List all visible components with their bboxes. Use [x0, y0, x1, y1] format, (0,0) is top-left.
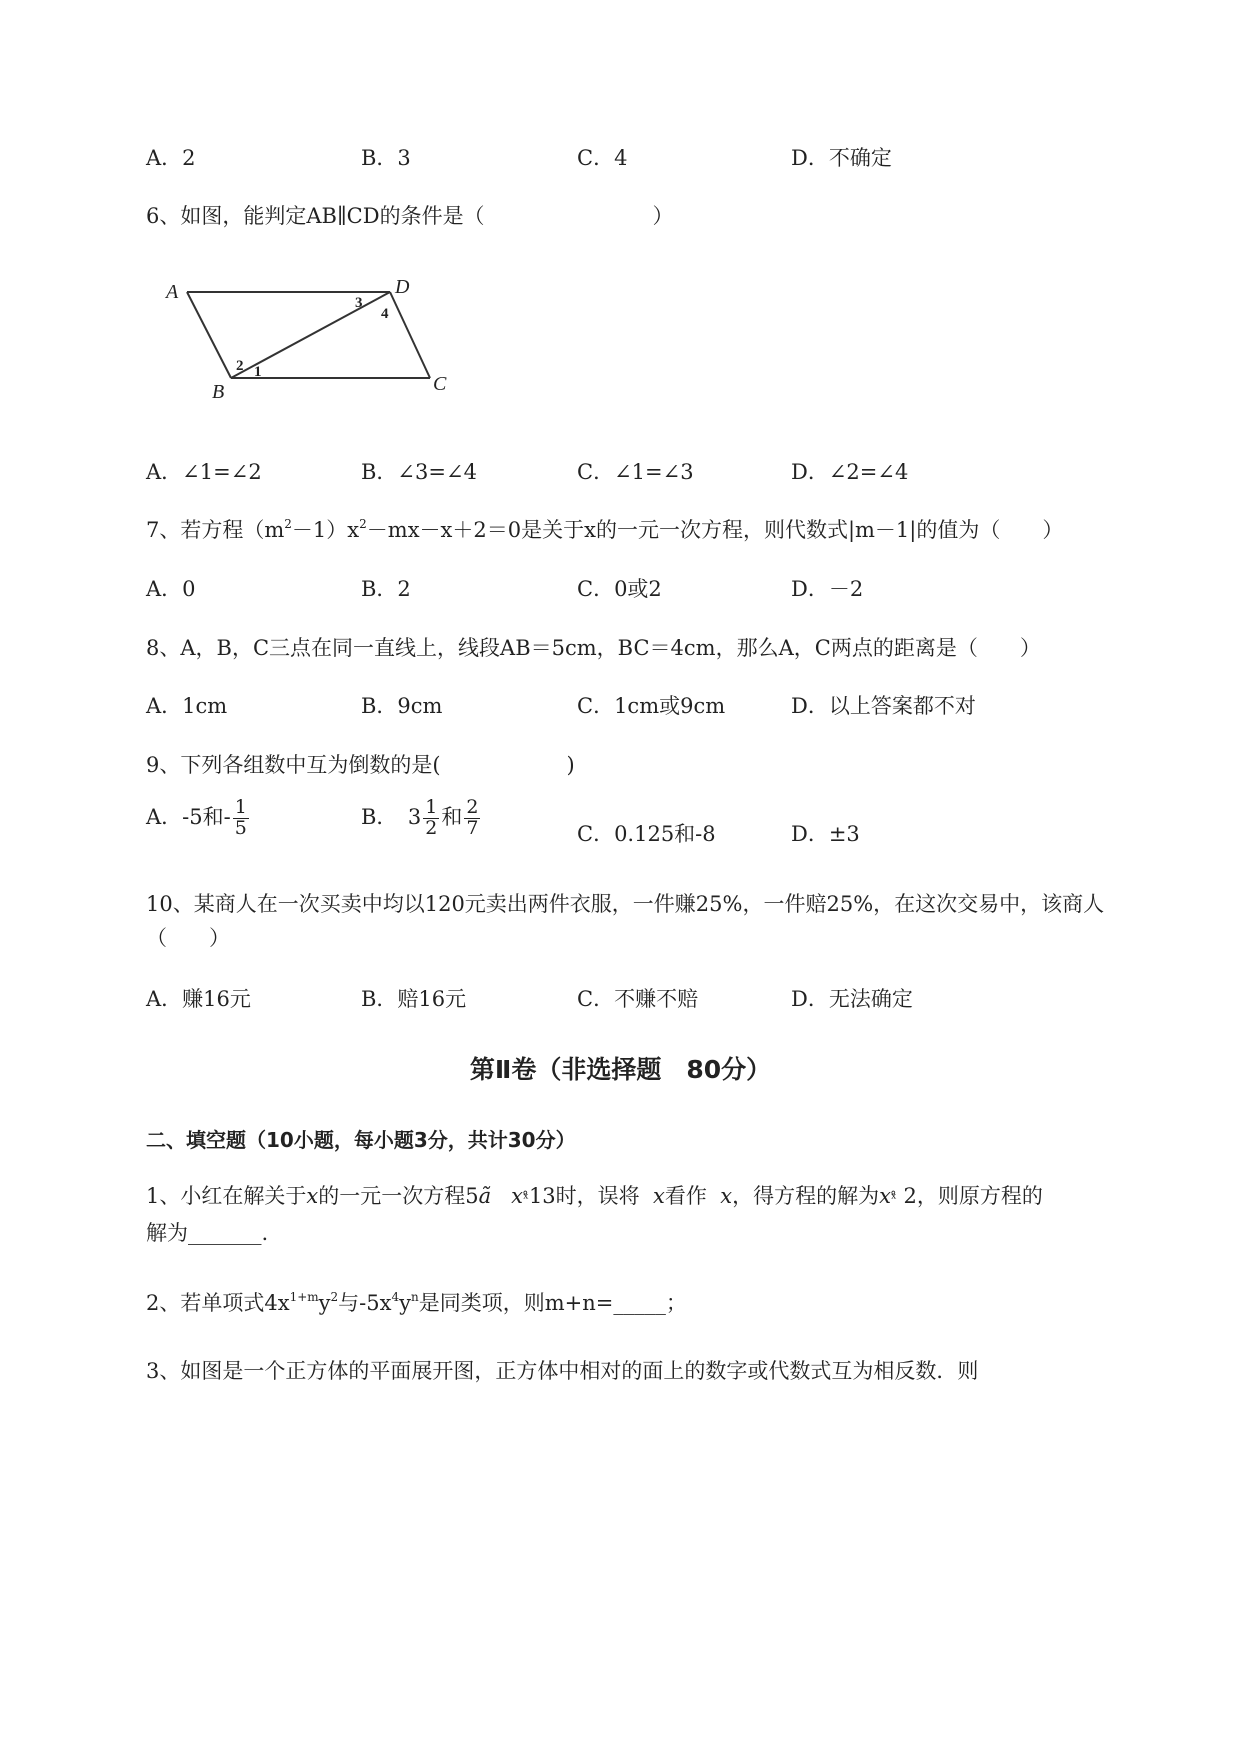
q5-option-b: B．3	[361, 146, 411, 170]
fraction-one-half	[423, 798, 439, 839]
angle-label-2: 2	[236, 358, 244, 374]
fill1-var-x: x	[720, 1184, 733, 1208]
q9-option-a	[146, 798, 251, 839]
point-label-d: D	[395, 276, 410, 298]
fill2-exponent: 4	[391, 1290, 400, 1304]
point-label-c: C	[433, 373, 447, 395]
q6-option-b: B．∠3=∠4	[361, 460, 477, 484]
q9-option-b-mid: 和	[441, 804, 463, 829]
q10-option-c: C．不赚不赔	[577, 987, 699, 1011]
fill2-var-y: y	[318, 1291, 331, 1315]
q10-option-a: A．赚16元	[146, 987, 251, 1011]
q10-stem-line1: 10、某商人在一次买卖中均以120元卖出两件衣服，一件赚25%，一件赔25%，在这次交易中，该商人	[146, 892, 1105, 916]
q9-option-d: D．±3	[791, 822, 860, 846]
q7-option-a: A．0	[146, 577, 196, 601]
fill1-var-x: x	[306, 1184, 319, 1208]
fill1-var-x: x	[653, 1184, 665, 1208]
q8-option-d: D．以上答案都不对	[791, 694, 976, 718]
fill1-stem-line1	[146, 1180, 1043, 1210]
fraction-one-fifth	[233, 798, 249, 839]
q6-figure	[150, 272, 450, 422]
fraction-two-sevenths	[464, 798, 480, 839]
q9-option-c: C．0.125和-8	[577, 822, 716, 846]
q10-stem-line2: （ ）	[146, 926, 230, 950]
fill1-var-x: x	[511, 1184, 523, 1208]
q8-option-c: C．1cm或9cm	[577, 694, 726, 718]
fill2-exponent: 1+m	[289, 1290, 319, 1304]
q7-stem-sup2: 2	[359, 517, 367, 531]
fill2-text-post: 是同类项，则m+n=_____；	[418, 1291, 687, 1315]
q9-stem: 9、下列各组数中互为倒数的是( )	[146, 753, 575, 777]
fill1-garbled-symbol: ˣ̊	[523, 1191, 529, 1207]
q7-option-c: C．0或2	[577, 577, 662, 601]
fill1-stem-line2: 解为_______.	[146, 1221, 269, 1245]
angle-label-4: 4	[381, 306, 389, 322]
fraction-numerator: 1	[425, 796, 438, 818]
fill2-text-pre: 2、若单项式4x	[146, 1291, 290, 1315]
q8-option-a: A．1cm	[146, 694, 228, 718]
q8-stem: 8、A，B，C三点在同一直线上，线段AB＝5cm，BC＝4cm，那么A，C两点的距离是（ ）	[146, 636, 1041, 660]
fill1-text-b: 的一元一次方程5	[318, 1184, 479, 1208]
q6-stem: 6、如图，能判定AB∥CD的条件是（ ）	[146, 204, 674, 228]
fill1-text-e: ，得方程的解为	[732, 1184, 880, 1208]
fill3-stem: 3、如图是一个正方体的平面展开图，正方体中相对的面上的数字或代数式互为相反数．则	[146, 1359, 979, 1383]
q10-option-b: B．赔16元	[361, 987, 467, 1011]
q7-stem-pre: 7、若方程（m	[146, 518, 285, 542]
q5-option-d: D．不确定	[791, 146, 892, 170]
section-fill-blank-heading: 二、填空题（10小题，每小题3分，共计30分）	[146, 1128, 576, 1152]
q6-option-d: D．∠2=∠4	[791, 460, 909, 484]
q7-stem-mid: －1）x	[291, 518, 360, 542]
fill2-stem	[146, 1287, 687, 1317]
q7-option-b: B．2	[361, 577, 411, 601]
angle-label-1: 1	[254, 364, 262, 380]
fraction-numerator: 2	[466, 796, 479, 818]
fraction-numerator: 1	[234, 796, 247, 818]
q9-option-b-pre: B． 3	[361, 804, 422, 829]
parallelogram-shape	[187, 292, 430, 378]
fill1-garbled-symbol: ã	[478, 1184, 492, 1208]
point-label-a: A	[166, 281, 179, 303]
q6-option-c: C．∠1=∠3	[577, 460, 694, 484]
q6-option-a: A．∠1=∠2	[146, 460, 262, 484]
q10-option-d: D．无法确定	[791, 987, 913, 1011]
angle-label-3: 3	[355, 295, 363, 311]
fill1-text-c: 13时，误将	[528, 1184, 640, 1208]
fill2-exponent: n	[411, 1290, 419, 1304]
fill1-text-a: 1、小红在解关于	[146, 1184, 307, 1208]
fill1-text-d: 看作	[664, 1184, 707, 1208]
fill2-text-mid: 与-5x	[338, 1291, 392, 1315]
q8-option-b: B．9cm	[361, 694, 443, 718]
q7-option-d: D．－2	[791, 577, 864, 601]
q7-stem-post: －mx－x＋2＝0是关于x的一元一次方程，则代数式|m－1|的值为（ ）	[366, 518, 1064, 542]
part2-title: 第Ⅱ卷（非选择题 80分）	[469, 1055, 772, 1084]
fill2-var-y: y	[399, 1291, 411, 1315]
q7-stem-sup1: 2	[284, 517, 292, 531]
fill2-exponent: 2	[330, 1290, 339, 1304]
point-label-b: B	[212, 381, 225, 403]
fill1-var-x: x	[879, 1184, 891, 1208]
q9-option-a-pre: A．-5和-	[146, 804, 231, 829]
fraction-denominator: 5	[234, 816, 247, 839]
q5-option-a: A．2	[146, 146, 196, 170]
q5-option-c: C．4	[577, 146, 628, 170]
fraction-denominator: 7	[466, 816, 479, 839]
fill1-text-f: 2，则原方程的	[903, 1184, 1043, 1208]
fill1-garbled-symbol: ˣ̊	[890, 1191, 897, 1207]
fraction-denominator: 2	[425, 816, 438, 839]
q7-stem	[146, 514, 1063, 544]
q9-option-b	[361, 798, 482, 839]
